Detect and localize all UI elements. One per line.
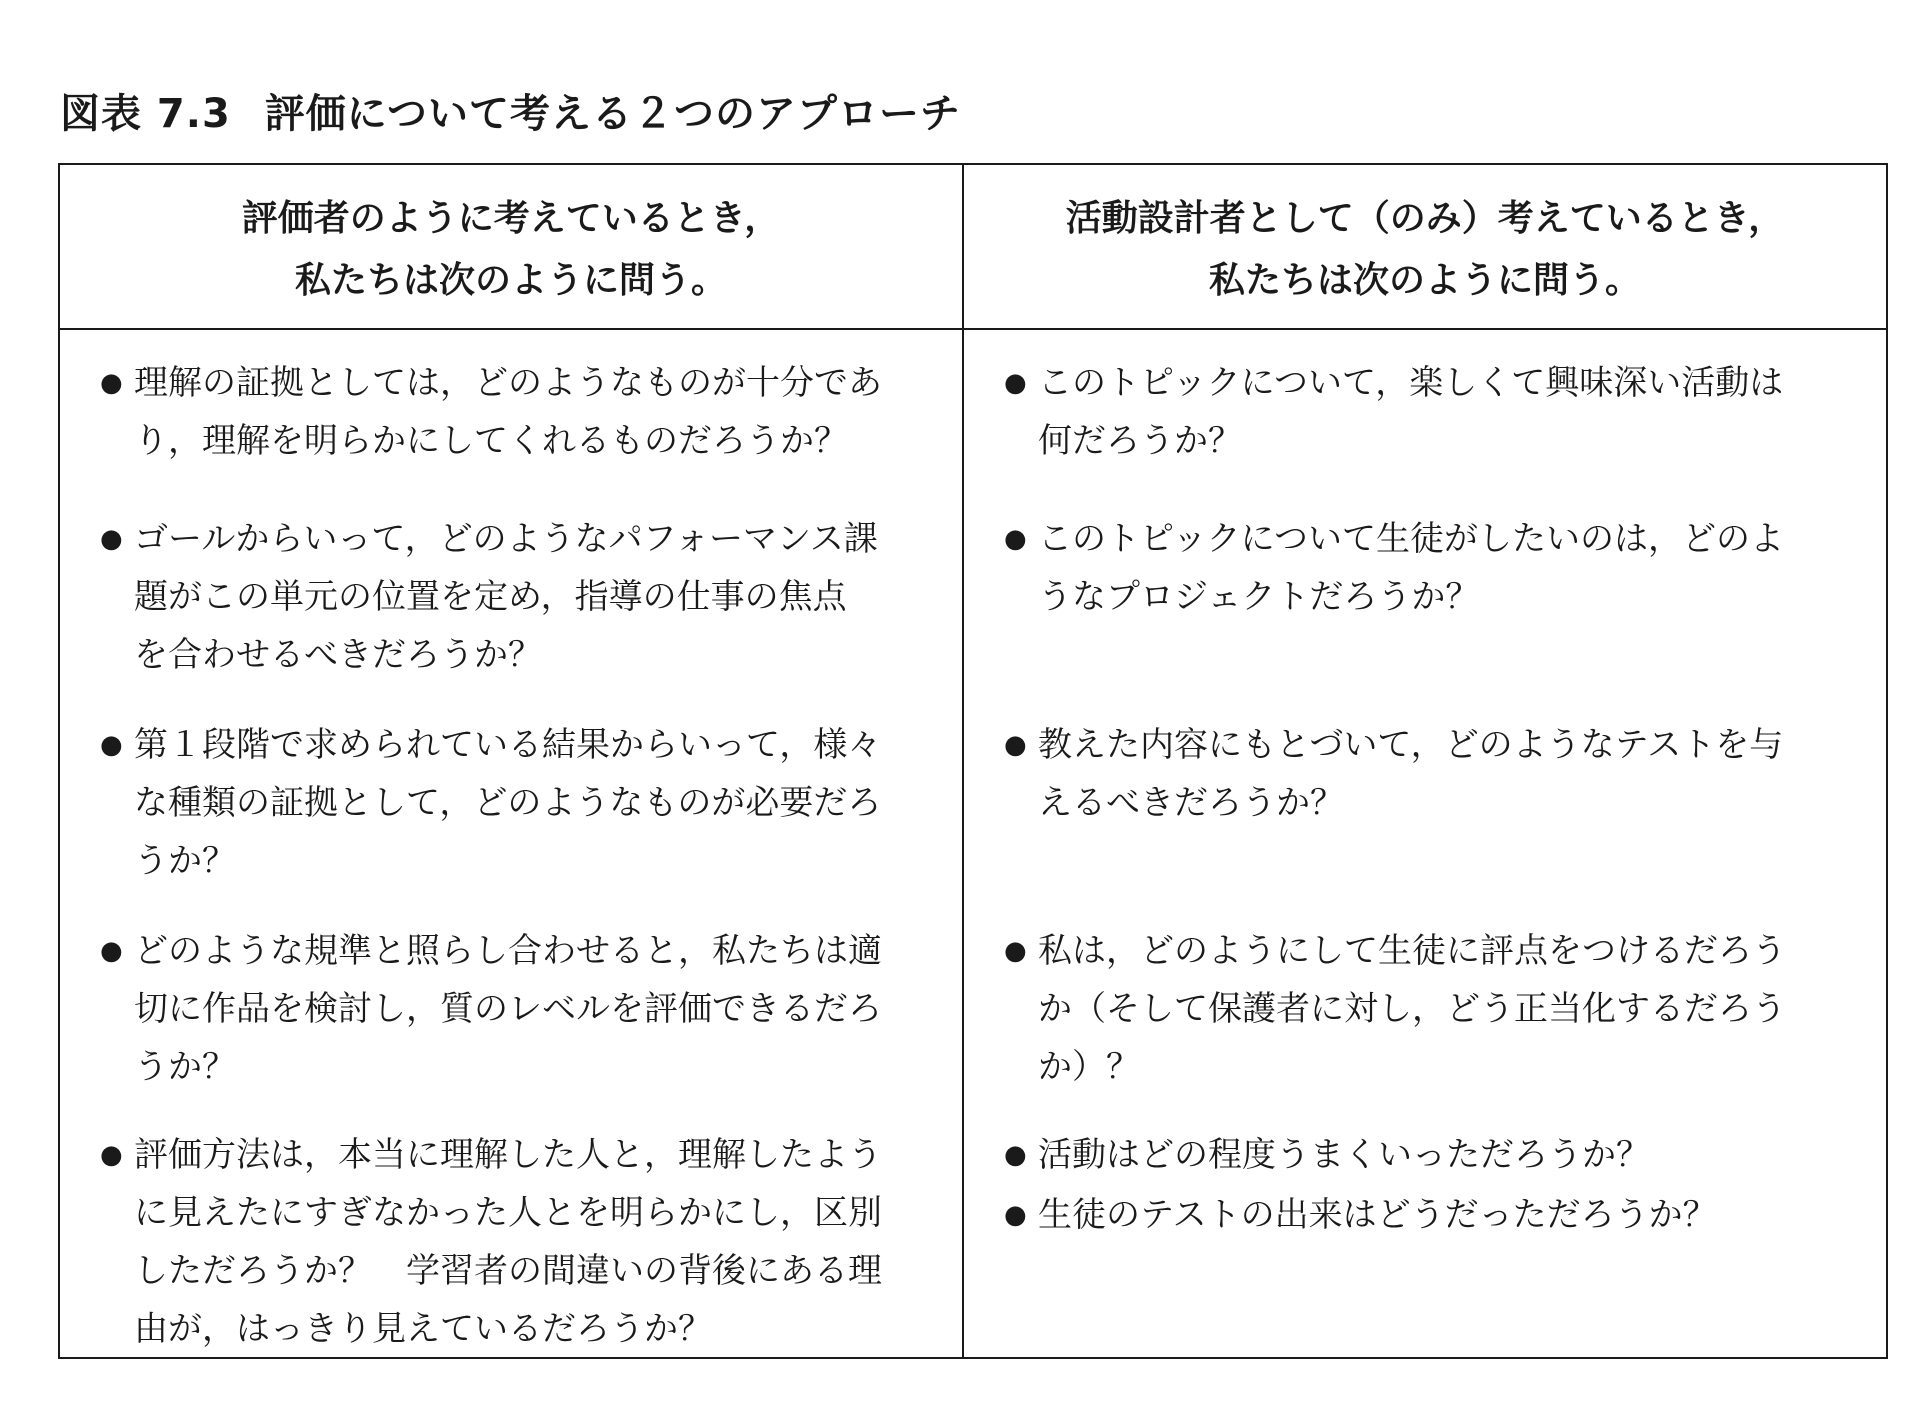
list-item xyxy=(100,1126,882,1358)
list-item xyxy=(1004,1186,1717,1244)
item-line: 第１段階で求められている結果からいって，様々 xyxy=(134,725,882,765)
left-column-body xyxy=(60,330,962,1357)
left-header-line-2: 私たちは次のように問う。 xyxy=(294,260,727,301)
bullet-icon: ● xyxy=(100,730,123,760)
item-line: うなプロジェクトだろうか？ xyxy=(1038,577,1480,617)
item-line: り，理解を明らかにしてくれるものだろうか？ xyxy=(134,421,848,461)
item-line: 理解の証拠としては，どのようなものが十分であ xyxy=(134,363,882,403)
bullet-icon: ● xyxy=(1004,730,1027,760)
bullet-icon: ● xyxy=(1004,524,1027,554)
bullet-icon: ● xyxy=(100,368,123,398)
item-line: な種類の証拠として，どのようなものが必要だろ xyxy=(134,783,882,823)
item-line: を合わせるべきだろうか？ xyxy=(134,635,542,675)
bullet-icon: ● xyxy=(100,524,123,554)
item-line: 教えた内容にもとづいて，どのようなテストを与 xyxy=(1038,725,1784,765)
right-column-body xyxy=(964,330,1886,1357)
item-line: どのような規準と照らし合わせると，私たちは適 xyxy=(134,931,882,971)
right-header-line-1: 活動設計者として（のみ）考えているとき， xyxy=(1065,198,1785,239)
list-item xyxy=(1004,922,1786,1096)
figure-label: 図表 7.3 xyxy=(60,91,231,137)
item-line: 評価方法は，本当に理解した人と，理解したよう xyxy=(134,1135,882,1175)
list-item xyxy=(1004,354,1783,470)
item-line: 何だろうか？ xyxy=(1038,421,1242,461)
bullet-icon: ● xyxy=(100,936,123,966)
item-line: か（そして保護者に対し，どう正当化するだろう xyxy=(1038,989,1786,1029)
item-line: 私は，どのようにして生徒に評点をつけるだろう xyxy=(1038,931,1786,971)
item-line: ゴールからいって，どのようなパフォーマンス課 xyxy=(134,519,878,559)
list-item xyxy=(100,510,878,684)
list-item xyxy=(100,716,881,890)
item-line: か）？ xyxy=(1038,1047,1140,1087)
figure-title xyxy=(60,82,961,139)
item-line: 活動はどの程度うまくいっただろうか？ xyxy=(1038,1135,1650,1175)
item-line: うか？ xyxy=(134,841,236,881)
list-item xyxy=(1004,510,1784,626)
item-line: 切に作品を検討し，質のレベルを評価できるだろ xyxy=(134,989,882,1029)
bullet-icon: ● xyxy=(100,1140,123,1170)
left-column-header xyxy=(60,185,962,315)
list-item xyxy=(1004,716,1783,832)
item-line: 題がこの単元の位置を定め，指導の仕事の焦点 xyxy=(134,577,847,617)
right-header-line-2: 私たちは次のように問う。 xyxy=(1208,260,1641,301)
bullet-icon: ● xyxy=(1004,368,1027,398)
item-line: えるべきだろうか？ xyxy=(1038,783,1344,823)
item-line: に見えたにすぎなかった人とを明らかにし，区別 xyxy=(134,1193,882,1233)
item-line: このトピックについて，楽しくて興味深い活動は xyxy=(1038,363,1784,403)
left-header-line-1: 評価者のように考えているとき， xyxy=(241,198,781,239)
item-line: 由が，はっきり見えているだろうか？ xyxy=(134,1309,712,1349)
list-item xyxy=(100,922,882,1096)
list-item xyxy=(1004,1126,1650,1184)
item-line: このトピックについて生徒がしたいのは，どのよ xyxy=(1038,519,1784,559)
right-column-header xyxy=(964,185,1886,315)
bullet-icon: ● xyxy=(1004,1140,1027,1170)
comparison-table xyxy=(58,163,1888,1359)
item-line: しただろうか？ 学習者の間違いの背後にある理 xyxy=(134,1251,882,1291)
item-line: 生徒のテストの出来はどうだっただろうか？ xyxy=(1038,1195,1717,1235)
bullet-icon: ● xyxy=(1004,936,1027,966)
bullet-icon: ● xyxy=(1004,1200,1027,1230)
item-line: うか？ xyxy=(134,1047,236,1087)
figure-heading: 評価について考える２つのアプローチ xyxy=(264,91,961,137)
list-item xyxy=(100,354,882,470)
